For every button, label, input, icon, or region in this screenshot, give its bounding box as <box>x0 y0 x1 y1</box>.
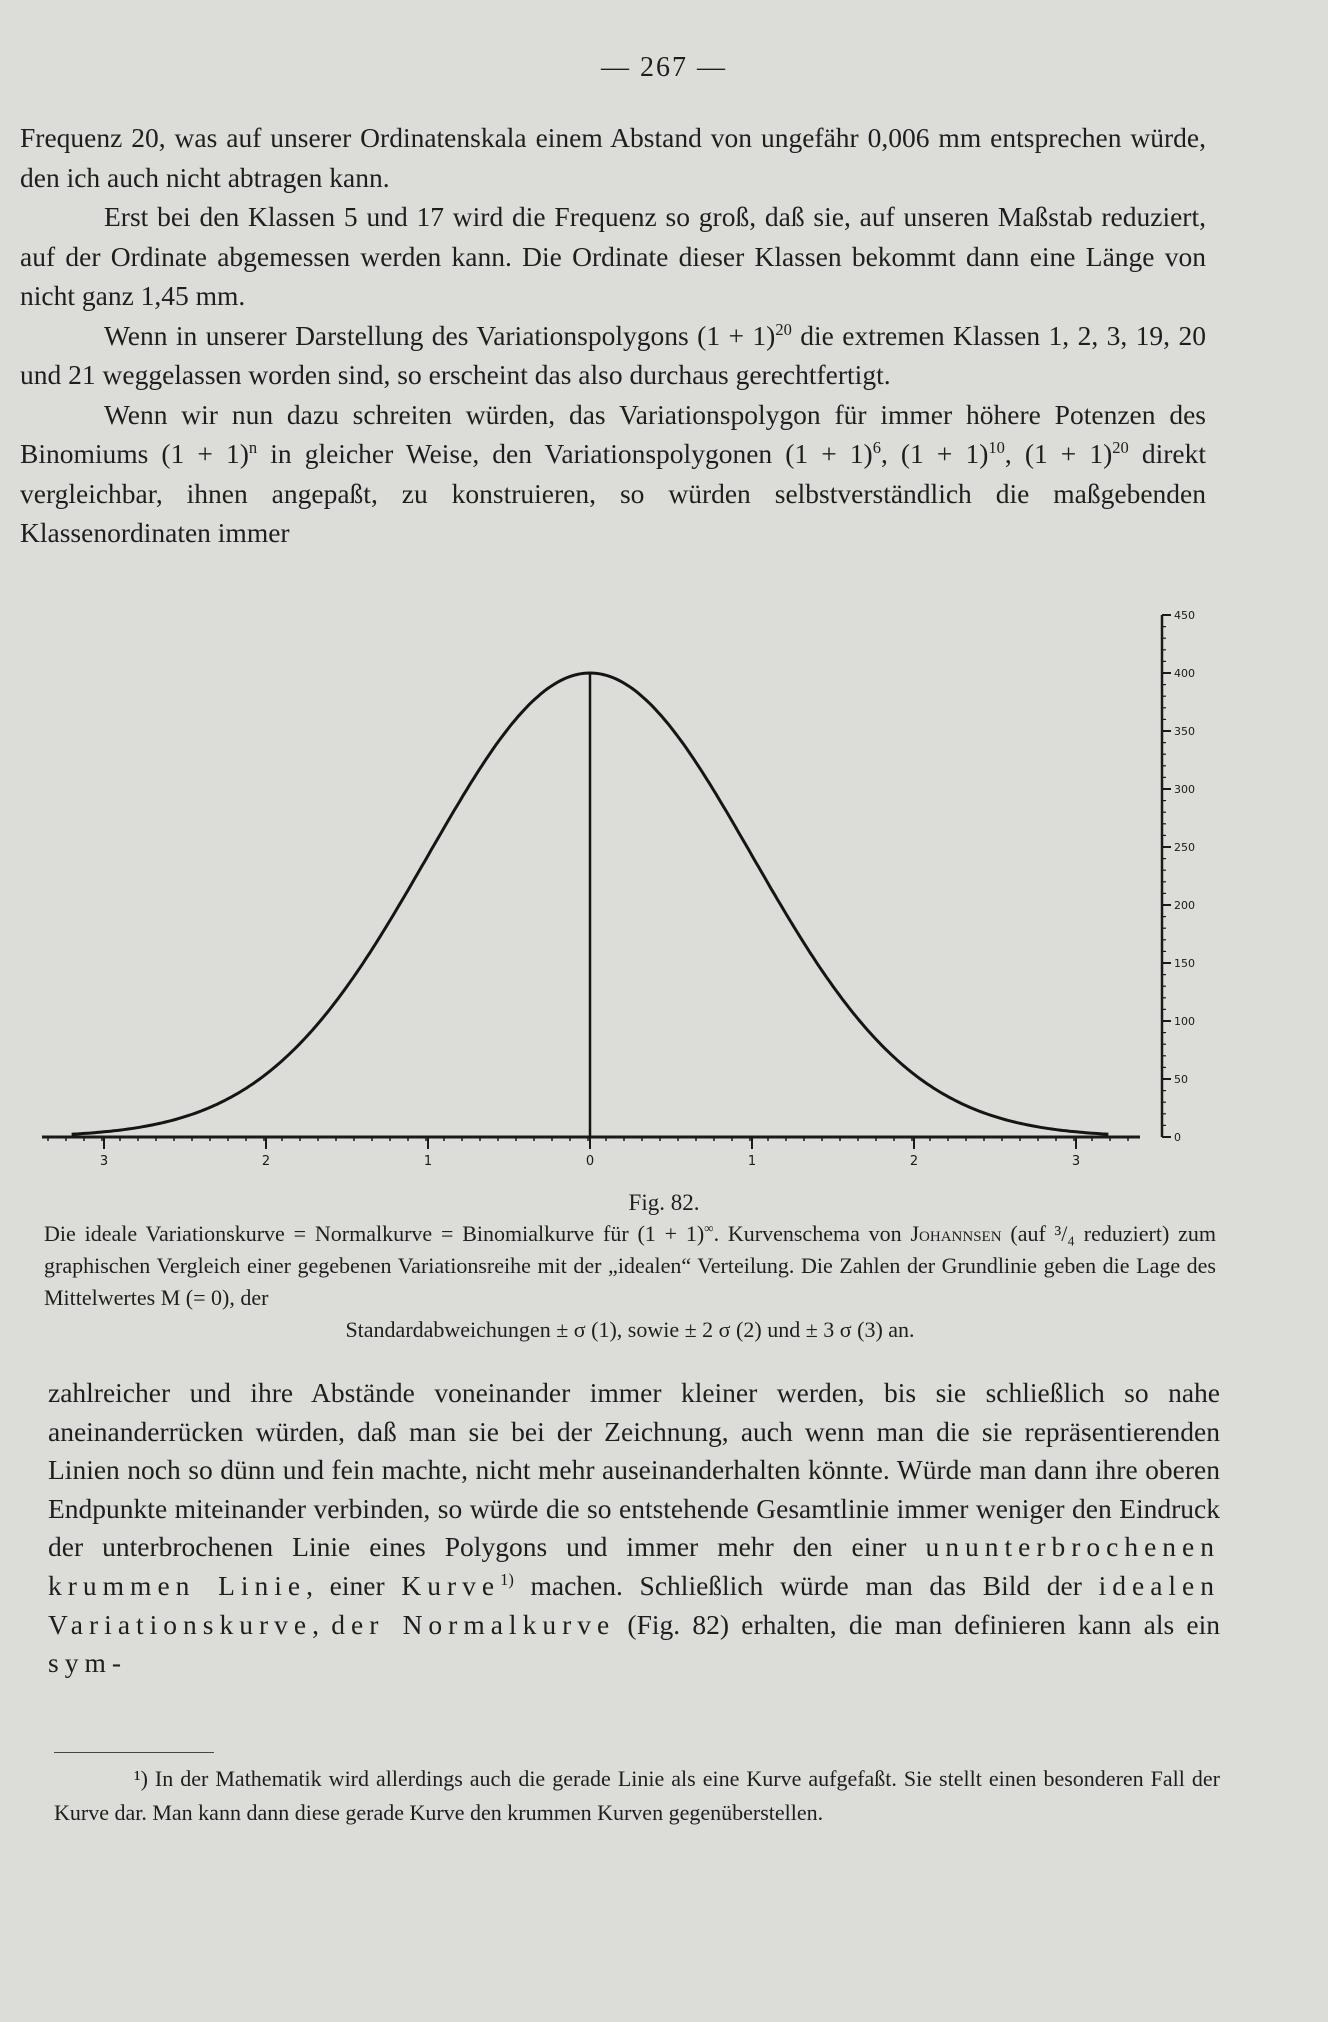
footnote-text: ¹) In der Mathematik wird allerdings auch die gerade Linie als eine Kurve aufgefaßt. Sie stellt einen besonderen Fall der Kurve dar. Man kann dann diese gerade Kurve den krummen Kurven gegenüberstellen. <box>54 1766 1220 1825</box>
x-tick-label: 2 <box>261 1154 271 1169</box>
caption-part-c: (auf ³/₄ reduziert) zum graphischen Vergleich einer gegebenen Variationsreihe mit der „idealen“ Verteilung. Die Zahlen der Grundlinie geben die Lage des Mittelwertes M (= 0), der <box>44 1221 1216 1310</box>
y-tick-label: 400 <box>1174 667 1195 680</box>
exponent: 20 <box>1112 437 1129 457</box>
exponent: 10 <box>988 437 1005 457</box>
caption-main <box>44 1218 1216 1314</box>
y-tick-label: 100 <box>1174 1015 1195 1028</box>
figure-caption <box>44 1218 1216 1346</box>
paragraph-2: Erst bei den Klassen 5 und 17 wird die Frequenz so groß, daß sie, auf unseren Maßstab reduziert, auf der Ordinate abgemessen werden kann. Die Ordinate dieser Klassen bekommt dann eine Länge von nicht ganz 1,45 mm. <box>20 201 1206 311</box>
normal-curve-chart <box>0 600 1328 1190</box>
paragraph-5-part-e: (Fig. 82) erhalten, die man definieren kann als ein <box>615 1608 1221 1640</box>
caption-part-b: . Kurvenschema von <box>713 1221 911 1246</box>
y-tick-label: 50 <box>1174 1073 1188 1086</box>
y-tick-label: 300 <box>1174 783 1195 796</box>
x-tick-label: 3 <box>1071 1154 1081 1169</box>
caption-part-a: Die ideale Variationskurve = Normalkurve = Binomialkurve für (1 + 1) <box>44 1221 705 1246</box>
body-text-top <box>20 118 1206 553</box>
paragraph-5 <box>48 1374 1220 1683</box>
spaced-term: sym- <box>48 1647 127 1679</box>
paragraph-4-part-a: Wenn wir nun dazu schreiten würden, das Variationspolygon für immer höhere Potenzen des Binomiums (1 + 1) <box>20 398 1206 469</box>
paragraph-4-part-e: direkt vergleichbar, ihnen angepaßt, zu konstruieren, so würden selbstverständlich die maßgebenden Klassenordinaten immer <box>20 438 1207 548</box>
paragraph-5-part-c: machen. Schließlich würde man das Bild der <box>513 1569 1099 1601</box>
spaced-term: Kurve <box>401 1569 501 1601</box>
paragraph-4-part-c: , (1 + 1) <box>880 438 989 469</box>
figure-label: Fig. 82. <box>628 1190 700 1215</box>
y-tick-label: 150 <box>1174 957 1195 970</box>
footnote-ref: 1) <box>500 1569 514 1589</box>
caption-last-line: Standardabweichungen ± σ (1), sowie ± 2 σ (2) und ± 3 σ (3) an. <box>345 1317 915 1342</box>
footnote-rule <box>54 1752 214 1753</box>
x-tick-label: 1 <box>747 1154 757 1169</box>
x-tick-label: 1 <box>423 1154 433 1169</box>
paragraph-4-part-b: in gleicher Weise, den Variationspolygonen (1 + 1) <box>257 438 873 469</box>
caption-exponent: ∞ <box>704 1220 714 1236</box>
paragraph-5-part-b: , einer <box>306 1569 402 1601</box>
body-text-bottom <box>48 1374 1220 1683</box>
spaced-term: idealen Variationskurve <box>48 1569 1220 1640</box>
x-tick-label: 2 <box>909 1154 919 1169</box>
y-tick-label: 350 <box>1174 725 1195 738</box>
paragraph-1: Frequenz 20, was auf unserer Ordinatenskala einem Abstand von ungefähr 0,006 mm entsprechen würde, den ich auch nicht abtragen kann. <box>20 122 1206 193</box>
paragraph-3-part-a: Wenn in unserer Darstellung des Variationspolygons (1 + 1) <box>104 319 776 351</box>
y-tick-label: 200 <box>1174 899 1195 912</box>
paragraph-3-part-b: die extremen Klassen 1, 2, 3, 19, 20 und 21 weggelassen worden sind, so erscheint das also durchaus gerechtfertigt. <box>20 319 1206 390</box>
footnote <box>54 1762 1220 1830</box>
exponent: n <box>248 437 258 457</box>
page-number: — 267 — <box>601 52 727 83</box>
x-tick-label: 3 <box>99 1154 109 1169</box>
figure-82 <box>0 600 1328 1190</box>
spaced-term: ununterbrochenen krummen Linie <box>48 1531 1220 1601</box>
y-tick-label: 450 <box>1174 609 1195 622</box>
paragraph-5-part-a: zahlreicher und ihre Abstände voneinander immer kleiner werden, bis sie schließlich so nahe aneinanderrücken würden, daß man sie bei der Zeichnung, auch wenn man die sie repräsentierenden Linien noch so dünn und fein machte, nicht mehr auseinanderhalten könnte. Würde man dann ihre oberen Endpunkte miteinander verbinden, so würde die so entstehende Gesamtlinie immer weniger den Eindruck der unterbrochenen Linie eines Polygons und immer mehr den einer <box>48 1377 1220 1563</box>
paragraph-4 <box>20 395 1206 553</box>
x-tick-label: 0 <box>585 1154 595 1169</box>
caption-author: Johannsen <box>910 1221 1002 1246</box>
exponent: 20 <box>775 319 792 339</box>
paragraph-4-part-d: , (1 + 1) <box>1004 438 1113 469</box>
exponent: 6 <box>872 437 881 457</box>
paragraph-5-part-d: , <box>312 1608 332 1640</box>
paragraph-3 <box>20 316 1206 395</box>
spaced-term: der Normalkurve <box>331 1608 616 1640</box>
y-tick-label: 250 <box>1174 841 1195 854</box>
y-tick-label: 0 <box>1174 1131 1181 1144</box>
